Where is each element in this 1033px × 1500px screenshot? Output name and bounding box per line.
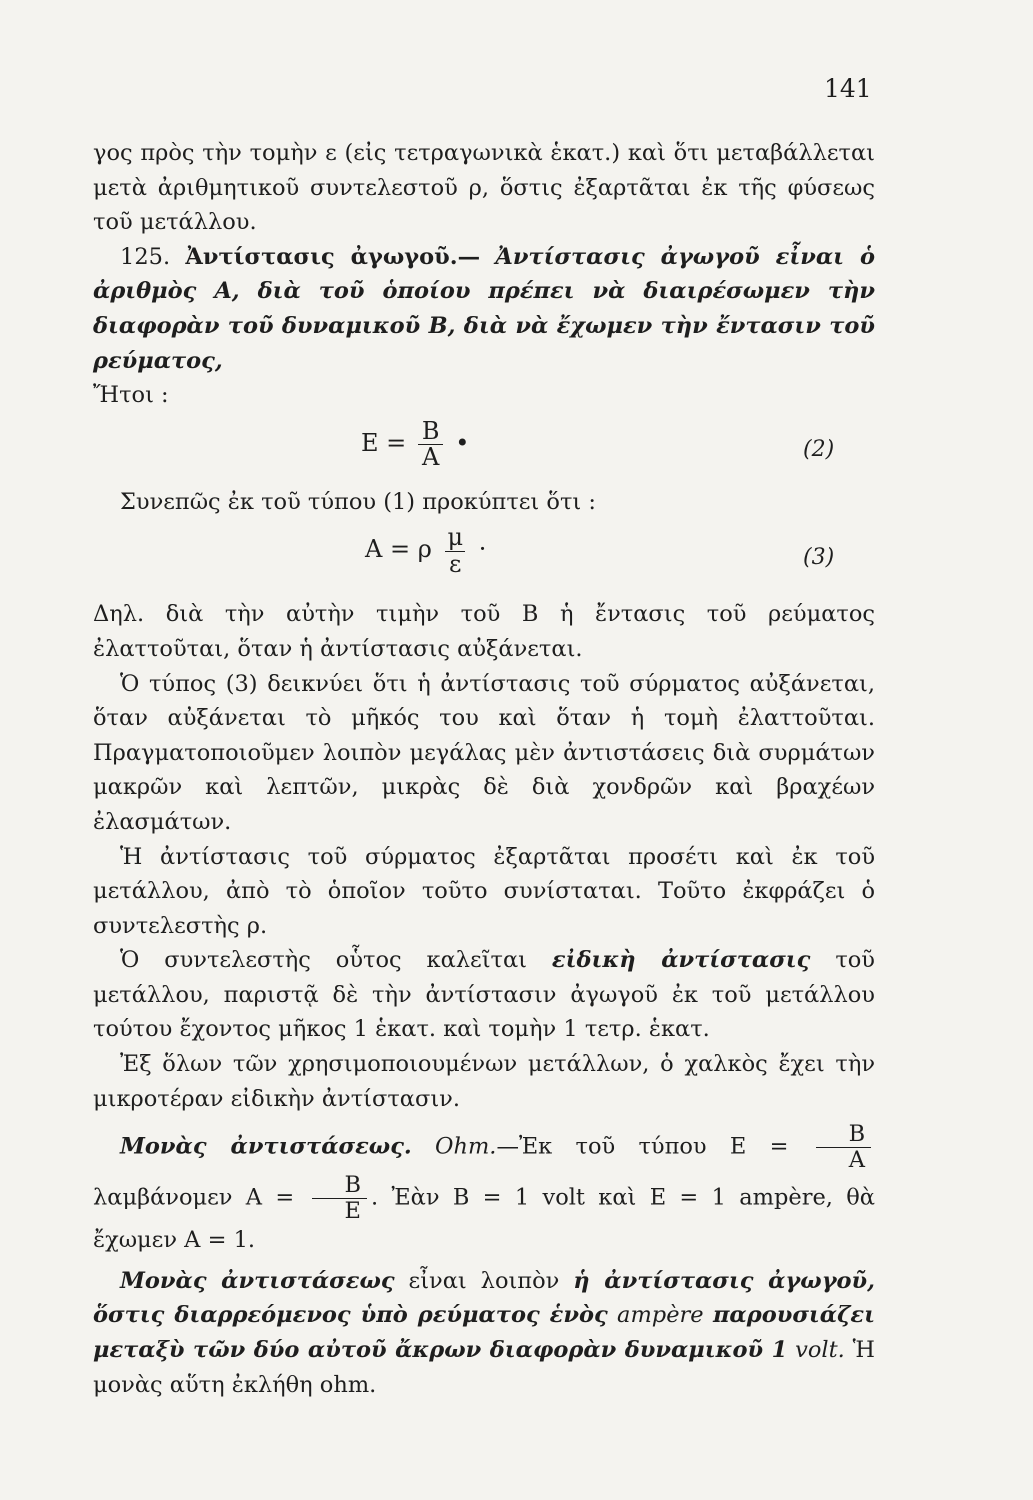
p7-bold-term: εἰδικὴ ἀντίστασις xyxy=(551,947,811,974)
equation-2 xyxy=(93,413,875,485)
paragraph-formula-3: Ὁ τύπος (3) δεικνύει ὅτι ἡ ἀντίστασις τοῦ σύρματος αὐξάνεται, ὅταν αὐξάνεται τὸ μῆκός του καὶ ὅταν ἡ τομὴ ἐλαττοῦται. Πραγματοποιοῦμεν λοιπὸν μεγάλας μὲν ἀντιστάσεις διὰ συρμάτων μακρῶν καὶ λεπτῶν, μικρὰς δὲ διὰ χονδρῶν καὶ βραχέων ἐλασμάτων. xyxy=(93,670,875,835)
paragraph-metal-dependence: Ἡ ἀντίστασις τοῦ σύρματος ἐξαρτᾶται προσέτι καὶ ἐκ τοῦ μετάλλου, ἀπὸ τὸ ὁποῖον τοῦτο συνίσταται. Τοῦτο ἐκφράζει ὁ συντελεστὴς ρ. xyxy=(93,843,875,939)
eq3-label: (3) xyxy=(803,545,835,571)
p7-text-b: τοῦ μετάλλου, παριστᾷ δὲ τὴν ἀντίστασιν ἀγωγοῦ ἐκ τοῦ μετάλλου τούτου ἔχοντος μῆκος 1 ἑκατ. καὶ τομὴν 1 τετρ. ἑκατ. xyxy=(93,947,875,1043)
p9-text-b: λαμβάνομεν Α = xyxy=(93,1184,295,1210)
eq3-fraction xyxy=(443,525,467,576)
frac1-denominator: Α xyxy=(816,1147,871,1173)
definition-text: Ἀντίστασις ἀγωγοῦ εἶναι ὁ ἀριθμὸς Α, διὰ τοῦ ὁποίου πρέπει νὰ διαιρέσωμεν τὴν διαφορὰν τοῦ δυναμικοῦ Β, διὰ νὰ ἔχωμεν τὴν ἔντασιν τοῦ ρεύματος, xyxy=(93,243,876,374)
p9-text-c: . Ἐὰν Β = 1 volt καὶ Ε = 1 ampère, θὰ ἔχωμεν Α = 1. xyxy=(93,1184,875,1254)
p10-bold-3: παρουσιάζει μεταξὺ τῶν δύο αὐτοῦ ἄκρων διαφορὰν δυναμικοῦ 1 xyxy=(93,1302,876,1364)
frac2-numerator: Β xyxy=(344,1171,362,1198)
eq2-dot: • xyxy=(455,428,470,457)
equation-3-body xyxy=(365,525,486,576)
p10-text-b: Ἡ μονὰς αὕτη ἐκλήθη ohm. xyxy=(93,1337,875,1398)
eq3-dot: · xyxy=(478,535,487,564)
section-heading: Ἀντίστασις ἀγωγοῦ.— xyxy=(185,243,481,270)
paragraph-copper: Ἐξ ὅλων τῶν χρησιμοποιουμένων μετάλλων, ὁ χαλκὸς ἔχει τὴν μικροτέραν εἰδικὴν ἀντίστασιν. xyxy=(93,1051,875,1112)
section-number: 125. xyxy=(120,243,171,270)
page-number: 141 xyxy=(824,74,872,103)
eq2-lhs: Ε = xyxy=(361,428,407,457)
eq3-denominator: ε xyxy=(445,551,465,577)
paragraph-consequently: Συνεπῶς ἐκ τοῦ τύπου (1) προκύπτει ὅτι : xyxy=(120,488,596,515)
eq3-numerator: μ xyxy=(447,523,464,552)
p9-text-a: —Ἐκ τοῦ τύπου Ε = xyxy=(496,1133,789,1160)
volt-word: volt. xyxy=(795,1337,845,1364)
paragraph-specific-resistance xyxy=(93,943,875,1047)
frac2-denominator: Ε xyxy=(312,1198,367,1224)
eq2-numerator: Β xyxy=(421,416,440,445)
unit-heading: Μονὰς ἀντιστάσεως. xyxy=(120,1133,412,1160)
inline-fraction-b-a xyxy=(816,1122,871,1173)
p7-text-a: Ὁ συντελεστὴς οὗτος καλεῖται xyxy=(120,947,527,974)
p10-text-a: εἶναι λοιπὸν xyxy=(408,1267,560,1294)
p10-bold-2: ἡ ἀντίστασις ἀγωγοῦ, ὅστις διαρρεόμενος ὑπὸ ρεύματος ἑνὸς xyxy=(93,1267,876,1329)
frac1-numerator: Β xyxy=(848,1121,866,1148)
inline-fraction-b-e xyxy=(312,1173,367,1224)
ohm-word: Ohm. xyxy=(435,1133,497,1160)
eq2-fraction xyxy=(418,416,444,471)
equation-2-body xyxy=(361,416,470,471)
paragraph-section-125 xyxy=(93,240,875,413)
ampere-word: ampère xyxy=(617,1302,704,1329)
eq2-label: (2) xyxy=(803,436,835,462)
eq3-lhs: Α = ρ xyxy=(365,535,432,564)
paragraph-unit-definition xyxy=(93,1264,875,1402)
paragraph-dil: Δηλ. διὰ τὴν αὐτὴν τιμὴν τοῦ Β ἡ ἔντασις τοῦ ρεύματος ἐλαττοῦται, ὅταν ἡ ἀντίστασις αὐξάνεται. xyxy=(93,601,875,662)
page-body xyxy=(93,136,875,1402)
paragraph-continuation: γος πρὸς τὴν τομὴν ε (εἰς τετραγωνικὰ ἑκατ.) καὶ ὅτι μεταβάλλεται μετὰ ἀριθμητικοῦ συντελεστοῦ ρ, ὅστις ἐξαρτᾶται ἐκ τῆς φύσεως τοῦ μετάλλου. xyxy=(93,140,875,236)
hitoi-text: Ἤτοι : xyxy=(93,382,169,409)
eq2-denominator: Α xyxy=(418,444,443,470)
paragraph-unit-ohm xyxy=(93,1116,875,1264)
p10-bold-1: Μονὰς ἀντιστάσεως xyxy=(120,1267,395,1294)
equation-3 xyxy=(93,519,875,597)
